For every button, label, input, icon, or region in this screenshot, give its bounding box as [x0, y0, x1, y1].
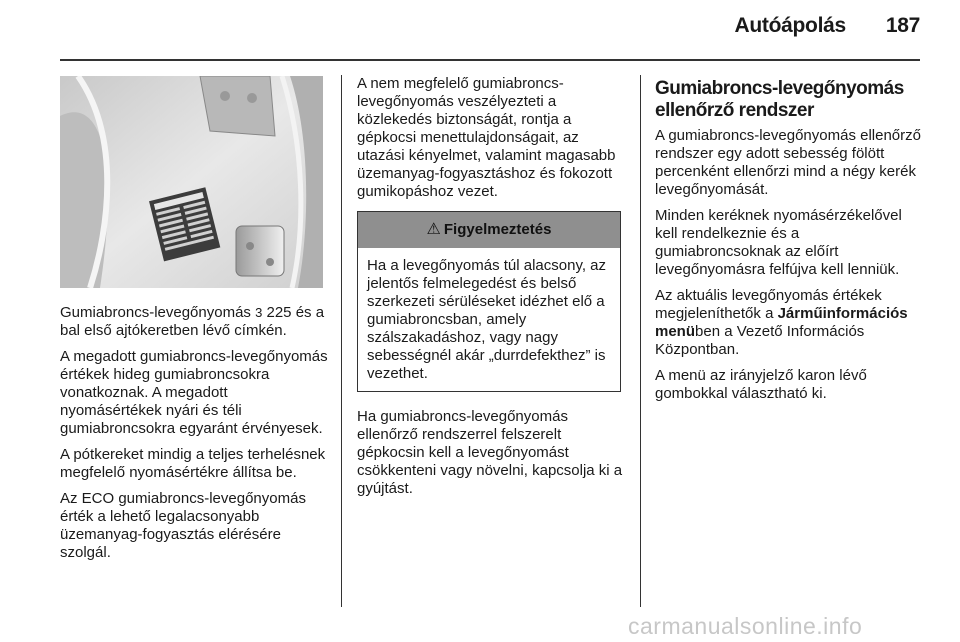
paragraph-spare-wheel: A pótkereket mindig a teljes terhelésnek megfelelő nyomásértékre állítsa be.: [60, 446, 326, 481]
column-right: [655, 78, 927, 411]
column-divider-2: [640, 75, 641, 607]
paragraph-sensors: Minden keréknek nyomásérzékelővel kell rendelkeznie és a gumiabroncsoknak az előírt levegőnyomásra felfújva kell lenniük.: [655, 207, 902, 278]
page-reference-icon: 3: [255, 305, 263, 320]
paragraph-cold-tyres: A megadott gumiabroncs-levegőnyomás értékek hideg gumiabroncsokra vonatkoznak. A megadott nyomásértékek nyári és téli gumiabroncsokra egyaránt érvényesek.: [60, 348, 328, 437]
paragraph-menu-selection: A menü az irányjelző karon lévő gombokkal választható ki.: [655, 367, 867, 402]
warning-triangle-icon: ⚠: [426, 221, 441, 238]
paragraph-display: Az aktuális levegőnyomás értékek megjeleníthetők a Járműinformációs menüben a Vezető Információs Központban.: [655, 287, 908, 358]
watermark: carmanualsonline.info: [628, 613, 863, 639]
paragraph-pressure-location: Gumiabroncs-levegőnyomás 3 225 és a bal első ajtókeretben lévő címkén.: [60, 304, 325, 339]
door-frame-tire-pressure-label-photo: [60, 76, 323, 288]
paragraph-ignition-off: Ha gumiabroncs-levegőnyomás ellenőrző rendszerrel felszerelt gépkocsin kell a levegőnyomást csökkenteni vagy növelni, kapcsolja ki a gyújtást.: [357, 408, 623, 497]
warning-box: [357, 211, 621, 392]
paragraph-monitoring: A gumiabroncs-levegőnyomás ellenőrző rendszer egy adott sebesség fölött percenként ellenőrzi mind a négy kerék levegőnyomását.: [655, 127, 921, 198]
page-title: Autóápolás: [734, 14, 846, 37]
warning-title: Figyelmeztetés: [443, 221, 552, 238]
menu-name: Járműinformációs menü: [655, 305, 908, 340]
column-left: [60, 304, 332, 570]
column-divider-1: [341, 75, 342, 607]
header-rule: [60, 59, 920, 61]
warning-header: [358, 212, 620, 248]
page-header: [735, 14, 920, 38]
paragraph-eco-pressure: Az ECO gumiabroncs-levegőnyomás érték a lehető legalacsonyabb üzemanyag-fogyasztás elérésére szolgál.: [60, 490, 306, 561]
page-number: 187: [885, 14, 920, 37]
paragraph-incorrect-pressure: A nem megfelelő gumiabroncs-levegőnyomás veszélyezteti a közlekedés biztonságát, rontja a gépkocsi menettulajdonságait, az utazási kényelmet, valamint magasabb üzemanyag-fogyasztáshoz és fokozott gumikopáshoz vezet.: [357, 75, 616, 200]
column-middle: [357, 75, 629, 506]
warning-text: Ha a levegőnyomás túl alacsony, az jelentős felmelegedést és belső szerkezeti sérüléseket idézhet elő a gumiabroncsban, amely szálszakadáshoz, vagy nagy sebességnél akár „durrdefekthez” is vezethet.: [367, 257, 607, 382]
section-heading: Gumiabroncs-levegőnyomás ellenőrző rendszer: [655, 78, 904, 121]
